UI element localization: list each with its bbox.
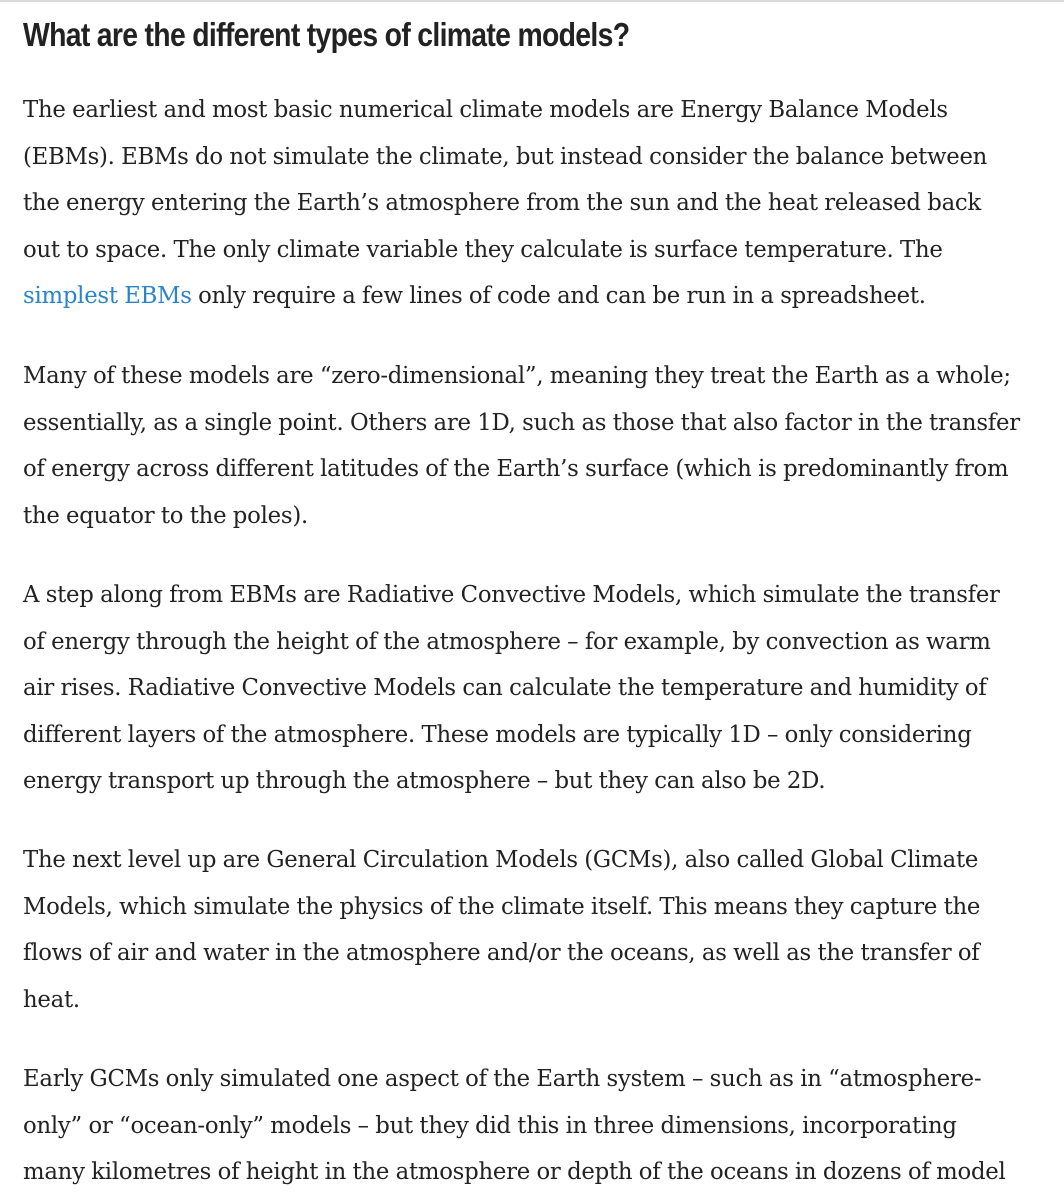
- text-line-with-link: [23, 273, 1043, 320]
- text-line: Early GCMs only simulated one aspect of the Earth system – such as in “atmosphere-: [23, 1066, 982, 1092]
- paragraph-early-gcms: [23, 1056, 1053, 1196]
- paragraph-gcms: [23, 837, 1053, 1023]
- paragraph-radiative-convective: [23, 572, 1053, 805]
- text-line: the equator to the poles).: [23, 502, 308, 529]
- text-line: The next level up are General Circulation Models (GCMs), also called Global Climate: [23, 847, 979, 873]
- top-divider: [0, 0, 1064, 2]
- text-line: energy transport up through the atmosphere – but they can also be 2D.: [23, 768, 826, 794]
- text-line: air rises. Radiative Convective Models can calculate the temperature and humidity of: [23, 675, 987, 701]
- text-line: of energy through the height of the atmosphere – for example, by convection as warm: [23, 628, 991, 655]
- text-line: The earliest and most basic numerical climate models are Energy Balance Models: [23, 97, 948, 123]
- text-line: Models, which simulate the physics of the climate itself. This means they capture the: [23, 893, 981, 920]
- text-line: A step along from EBMs are Radiative Convective Models, which simulate the transfer: [23, 582, 1000, 608]
- text-line: the energy entering the Earth’s atmosphere from the sun and the heat released back: [23, 190, 981, 216]
- paragraph-zero-dimensional: [23, 353, 1053, 539]
- text-line: essentially, as a single point. Others are 1D, such as those that also factor in the transfer: [23, 409, 1020, 436]
- paragraph-ebm-intro: [23, 87, 1053, 320]
- text-line: flows of air and water in the atmosphere and/or the oceans, as well as the transfer of: [23, 940, 980, 966]
- text-line: Many of these models are “zero-dimensional”, meaning they treat the Earth as a whole;: [23, 363, 1011, 389]
- section-heading: What are the different types of climate models?: [23, 16, 630, 53]
- text-line: only” or “ocean-only” models – but they did this in three dimensions, incorporating: [23, 1112, 957, 1139]
- text-after-link: only require a few lines of code and can be run in a spreadsheet.: [191, 283, 926, 309]
- text-line: different layers of the atmosphere. These models are typically 1D – only considering: [23, 721, 972, 748]
- text-line: heat.: [23, 986, 80, 1013]
- text-line: out to space. The only climate variable they calculate is surface temperature. The: [23, 236, 943, 263]
- simplest-ebms-link[interactable]: simplest EBMs: [23, 283, 192, 309]
- text-line: of energy across different latitudes of the Earth’s surface (which is predominantly from: [23, 456, 1009, 482]
- text-line: many kilometres of height in the atmosphere or depth of the oceans in dozens of model: [23, 1159, 1006, 1185]
- text-line: (EBMs). EBMs do not simulate the climate, but instead consider the balance between: [23, 143, 988, 170]
